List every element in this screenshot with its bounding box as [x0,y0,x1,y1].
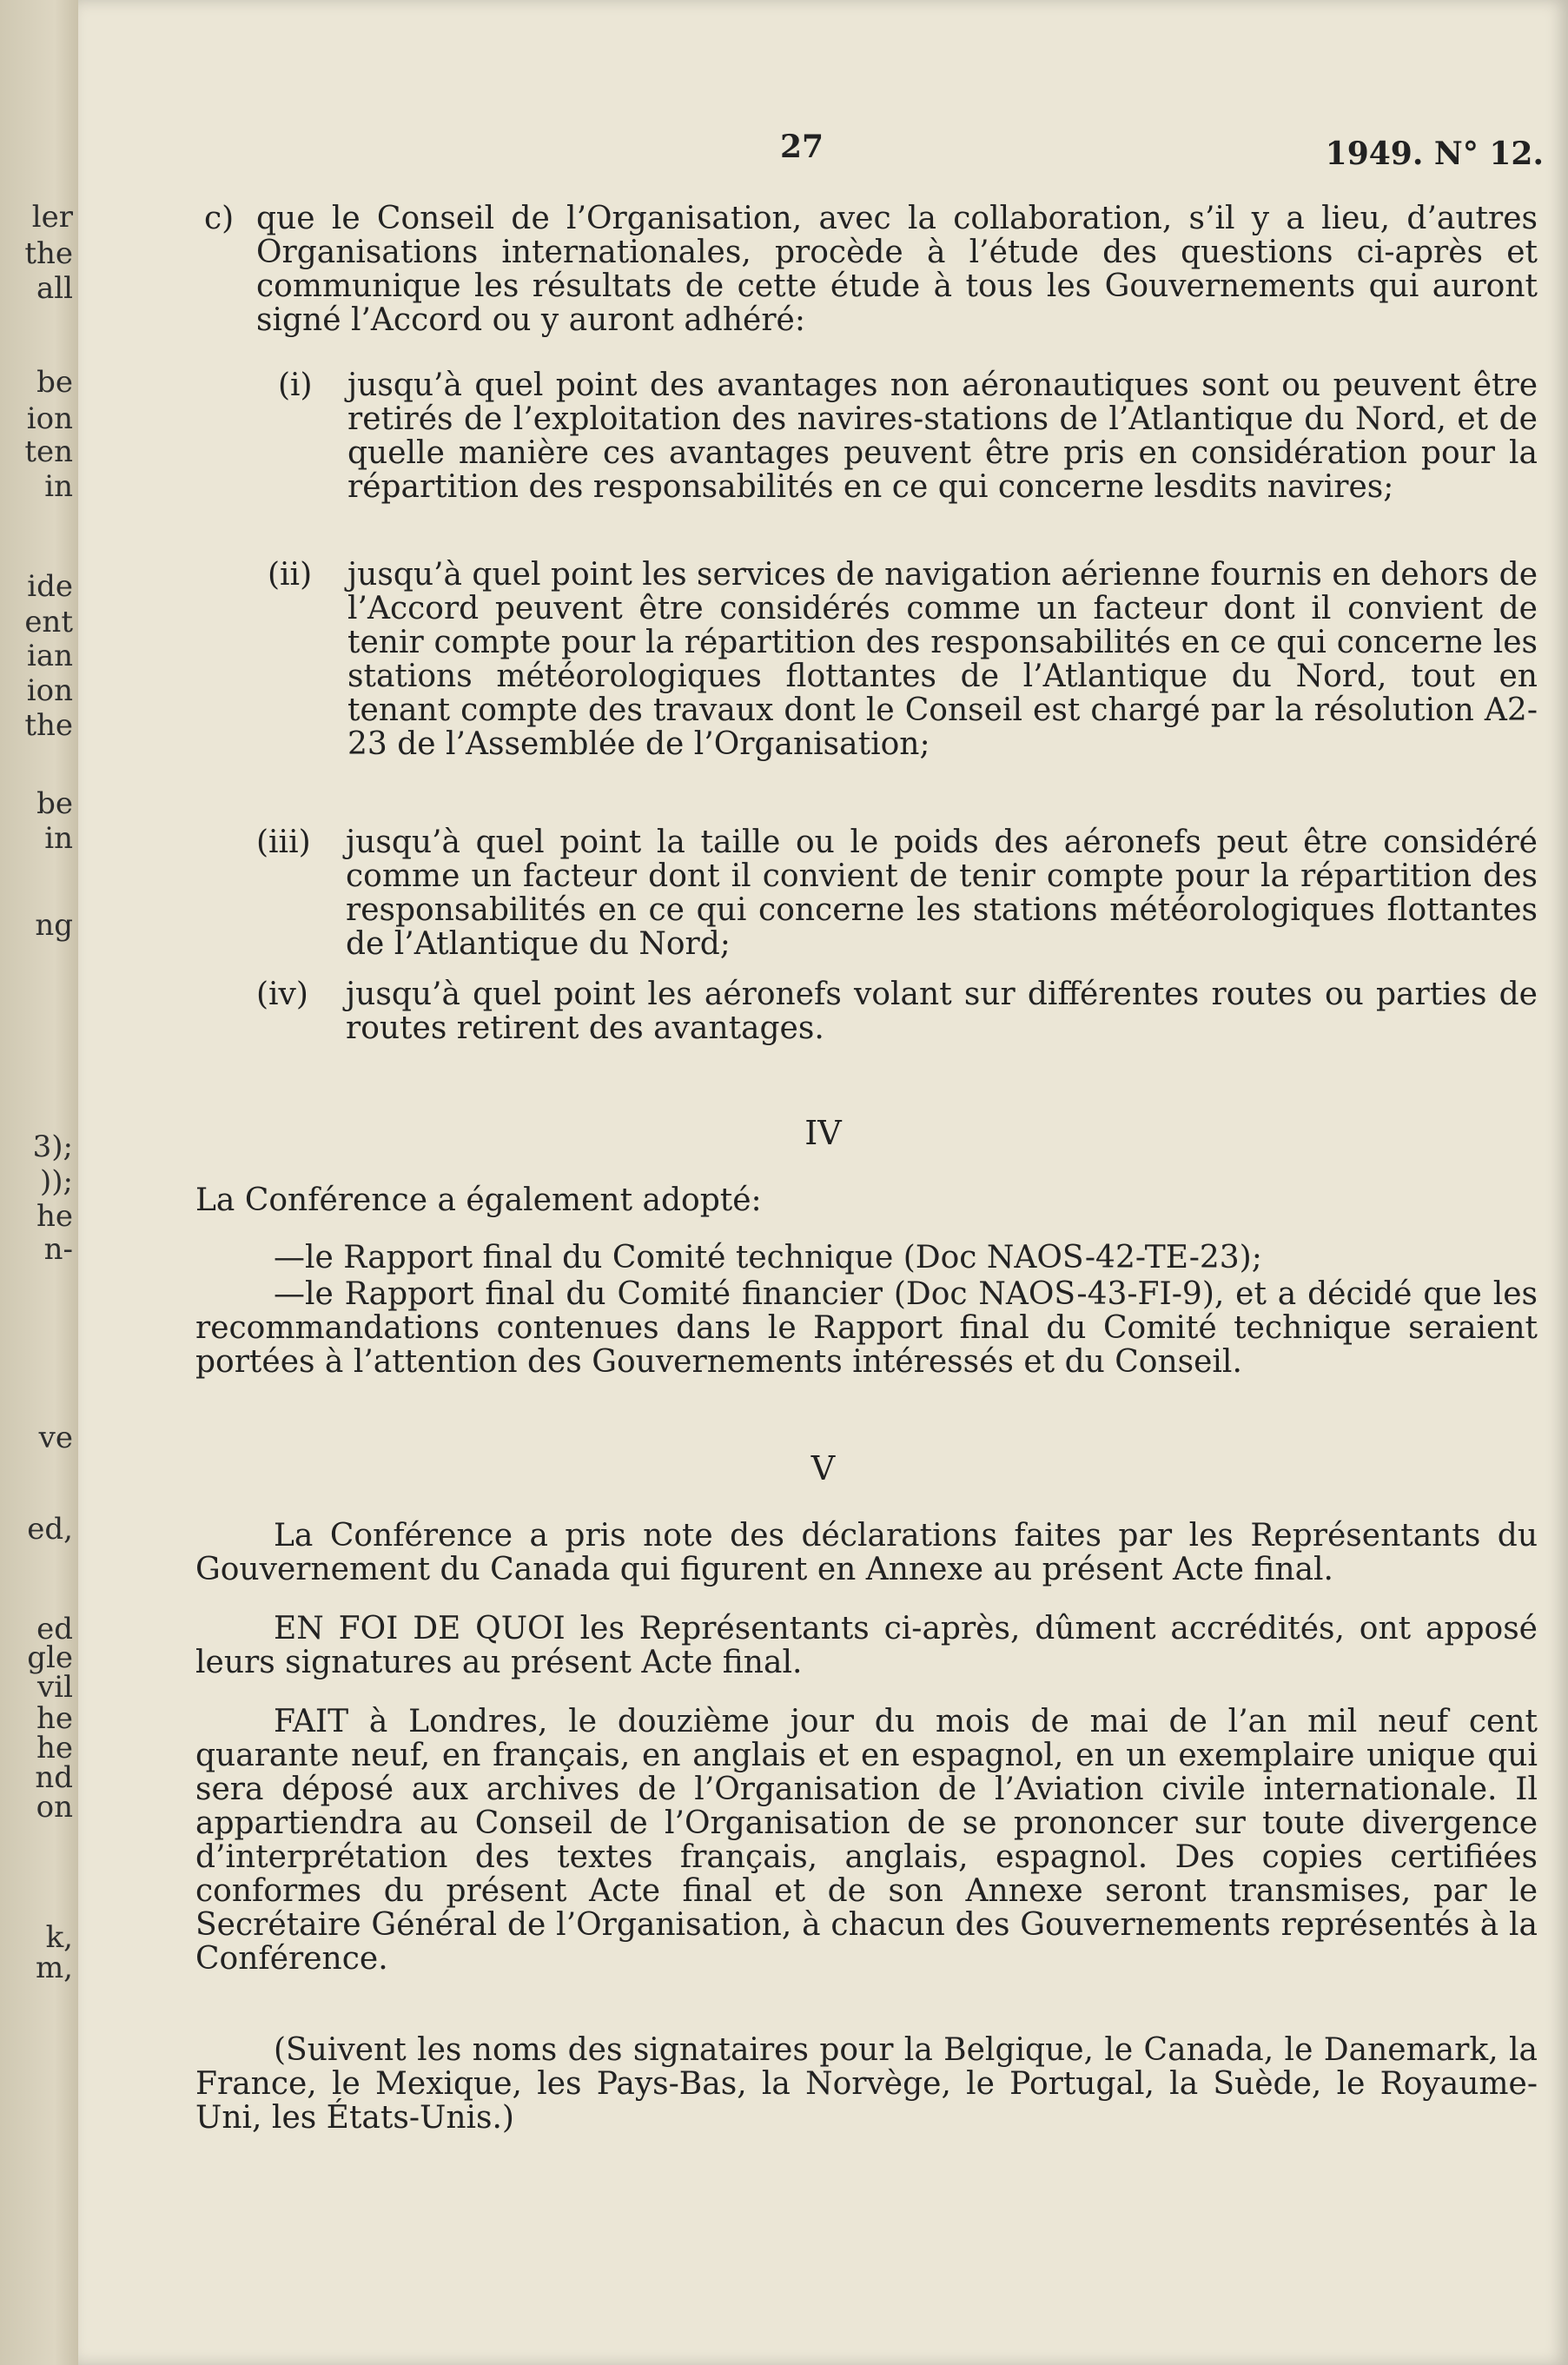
list-item-label: (iii) [256,825,311,860]
section-v-para4: (Suivent les noms des signataires pour la Belgique, le Canada, le Danemark, la France, le Mexique, les Pays-Bas, la Norvège, le Portugal, la Suède, le Royaume-Uni, les États-Unis.) [195,2032,1538,2136]
list-item-label: (i) [278,368,313,403]
gutter-fragment: ed, [27,1512,73,1547]
section-iv-intro: La Conférence a également adopté: [195,1182,762,1218]
document-page [78,0,1568,2365]
gutter-fragment: )); [40,1164,73,1199]
section-iv-line1: —le Rapport final du Comité technique (Doc NAOS-42-TE-23); [274,1240,1262,1275]
list-item-text: jusqu’à quel point les aéronefs volant sur différentes routes ou parties de routes retirent des avantages. [346,977,1538,1046]
gutter-fragment: vil [37,1670,73,1705]
gutter-fragment: ian [26,639,73,673]
gutter-fragment: m, [35,1951,73,1985]
list-item-label: (ii) [268,557,313,593]
document-reference: 1949. N° 12. [1325,136,1544,172]
section-iv-line2: —le Rapport final du Comité financier (Doc NAOS-43-FI-9), et a décidé que les recommandations contenues dans le Rapport final du Comité technique seraient portées à l’attention des Gouvernements intéressés et du Conseil. [195,1276,1538,1380]
gutter-fragment: be [36,786,73,821]
gutter-fragment: ent [24,605,73,639]
section-v-para2: EN FOI DE QUOI les Représentants ci-après, dûment accrédités, ont apposé leurs signatures au présent Acte final. [195,1611,1538,1680]
gutter-fragment: ve [38,1421,73,1455]
section-c-text: que le Conseil de l’Organisation, avec la collaboration, s’il y a lieu, d’autres Organisations internationales, procède à l’étude des questions ci-après et communique les résultats de cette étude à tous les Gouvernements qui auront signé l’Accord ou y auront adhéré: [256,201,1538,338]
gutter-fragment: ion [26,401,73,436]
section-iv-heading: IV [804,1114,842,1152]
gutter-fragment: 3); [32,1130,73,1164]
section-v-para3: FAIT à Londres, le douzième jour du mois de mai de l’an mil neuf cent quarante neuf, en français, en anglais et en espagnol, en un exemplaire unique qui sera déposé aux archives de l’Organisation de l’Aviation civile internationale. Il appartiendra au Conseil de l’Organisation de se prononcer sur toute divergence d’interprétation des textes français, anglais, espagnol. Des copies certifiées conformes du présent Acte final et de son Annexe seront transmises, par le Secrétaire Général de l’Organisation, à chacun des Gouvernements représentés à la Conférence. [195,1704,1538,1977]
gutter-fragment: k, [45,1920,73,1955]
list-item-label: (iv) [256,977,308,1012]
gutter-fragment: the [24,236,73,271]
gutter-fragment: ide [27,569,73,604]
gutter-fragment: be [36,365,73,400]
gutter-fragment: n- [43,1232,73,1267]
gutter-fragment: he [36,1731,73,1765]
section-c-label: c) [204,201,235,236]
gutter-fragment: in [44,821,73,856]
gutter-fragment: ion [26,673,73,708]
list-item-text: jusqu’à quel point des avantages non aéronautiques sont ou peuvent être retirés de l’exploitation des navires-stations de l’Atlantique du Nord, et de quelle manière ces avantages peuvent être pris en considération pour la répartition des responsabilités en ce qui concerne lesdits navires; [347,368,1538,505]
gutter-fragment: on [36,1790,73,1825]
gutter-fragment: ten [24,434,73,469]
page-header [78,129,1568,181]
gutter-fragment: he [36,1701,73,1736]
gutter-fragment: in [44,469,73,504]
list-item-text: jusqu’à quel point les services de navigation aérienne fournis en dehors de l’Accord peuvent être considérés comme un facteur dont il convient de tenir compte pour la répartition des responsabilités en ce qui concerne les stations météorologiques flottantes de l’Atlantique du Nord, tout en tenant compte des travaux dont le Conseil est chargé par la résolution A2-23 de l’Assemblée de l’Organisation; [347,557,1538,762]
gutter-fragment: ng [35,908,73,943]
section-v-para1: La Conférence a pris note des déclarations faites par les Représentants du Gouvernement du Canada qui figurent en Annexe au présent Acte final. [195,1518,1538,1587]
list-item-text: jusqu’à quel point la taille ou le poids des aéronefs peut être considéré comme un facteur dont il convient de tenir compte pour la répartition des responsabilités en ce qui concerne les stations météorologiques flottantes de l’Atlantique du Nord; [346,825,1538,962]
gutter-fragment: ler [31,200,73,235]
gutter-fragment: he [36,1199,73,1234]
gutter-fragment: nd [35,1760,73,1795]
adjacent-page-gutter [0,0,78,2365]
gutter-fragment: gle [27,1640,73,1675]
gutter-fragment: all [36,271,73,306]
gutter-fragment: the [24,708,73,743]
section-v-heading: V [810,1449,836,1487]
page-number: 27 [780,129,824,165]
gutter-fragment: ed [36,1612,73,1646]
